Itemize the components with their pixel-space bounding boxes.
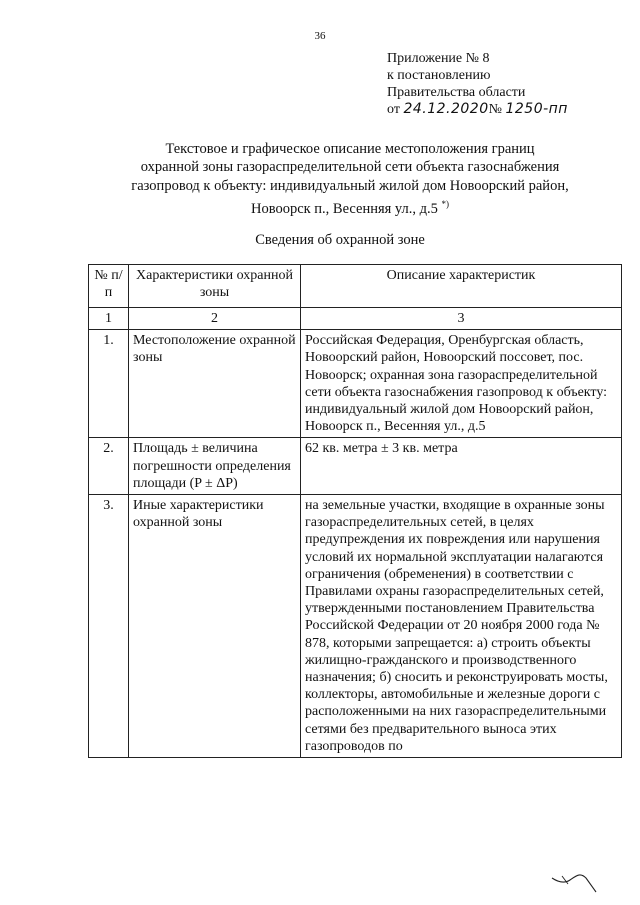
table-header-row [89,265,622,308]
title-line: газопровод к объекту: индивидуальный жилой дом Новоорский район, [131,177,569,194]
row-description: на земельные участки, входящие в охранные зоны газораспределительных сетей, в целях предупреждения их повреждения или нарушения условий их нормальной эксплуатации налагаются ограничения (обременения) в соответствии с Правилами охраны газораспределительных сетей, утвержденными постановлением Правительства Российской Федерации от 20 ноября 2000 года № 878, которыми запрещается: а) строить объекты жилищно-гражданского и производственного назначения; б) сносить и реконструировать мосты, коллекторы, автомобильные и железные дороги с расположенными на них газораспределительными сетями без предварительного выноса этих газопроводов по [301,495,622,758]
appendix-line: Приложение № 8 [387,51,490,66]
column-number-cell: 3 [301,308,622,330]
signature-mark-icon [550,868,598,894]
title-line: охранной зоны газораспределительной сети объекта газоснабжения [140,159,560,176]
appendix-line: Правительства области [387,85,526,100]
row-description: Российская Федерация, Оренбургская область, Новоорский район, Новоорский поссовет, пос. Новоорск; охранная зона газораспределительной сети объекта газоснабжения газопровод к объекту: индивидуальный жилой дом Новоорский район, Новоорск п., Весенняя ул., д.5 [301,330,622,438]
row-number: 2. [89,438,129,495]
row-number: 1. [89,330,129,438]
header-cell: Описание характеристик [301,265,622,308]
page-number: 36 [314,30,326,42]
table-row [89,438,622,495]
section-subtitle: Сведения об охранной зоне [255,232,425,248]
appendix-date-line [387,101,568,118]
footnote-mark: *) [441,198,450,209]
header-cell: Характеристики охранной зоны [129,265,301,308]
document-title [60,140,640,218]
table-row [89,495,622,758]
number-label: № [488,102,502,117]
header-cell: № п/п [89,265,129,308]
handwritten-number: 1250-пп [505,101,568,117]
title-line: Новоорск п., Весенняя ул., д.5 [250,200,438,217]
row-description: 62 кв. метра ± 3 кв. метра [301,438,622,495]
column-number-row [89,308,622,330]
appendix-block [387,50,568,118]
row-characteristic: Иные характеристики охранной зоны [129,495,301,758]
row-number: 3. [89,495,129,758]
appendix-line: к постановлению [387,68,491,83]
from-label: от [387,102,400,117]
column-number-cell: 1 [89,308,129,330]
table-row [89,330,622,438]
row-characteristic: Площадь ± величина погрешности определения площади (P ± ΔP) [129,438,301,495]
title-line: Текстовое и графическое описание местоположения границ [165,141,535,157]
column-number-cell: 2 [129,308,301,330]
handwritten-date: 24.12.2020 [403,101,489,117]
title-line-last [60,195,640,218]
row-characteristic: Местоположение охранной зоны [129,330,301,438]
protection-zone-table [88,264,622,758]
